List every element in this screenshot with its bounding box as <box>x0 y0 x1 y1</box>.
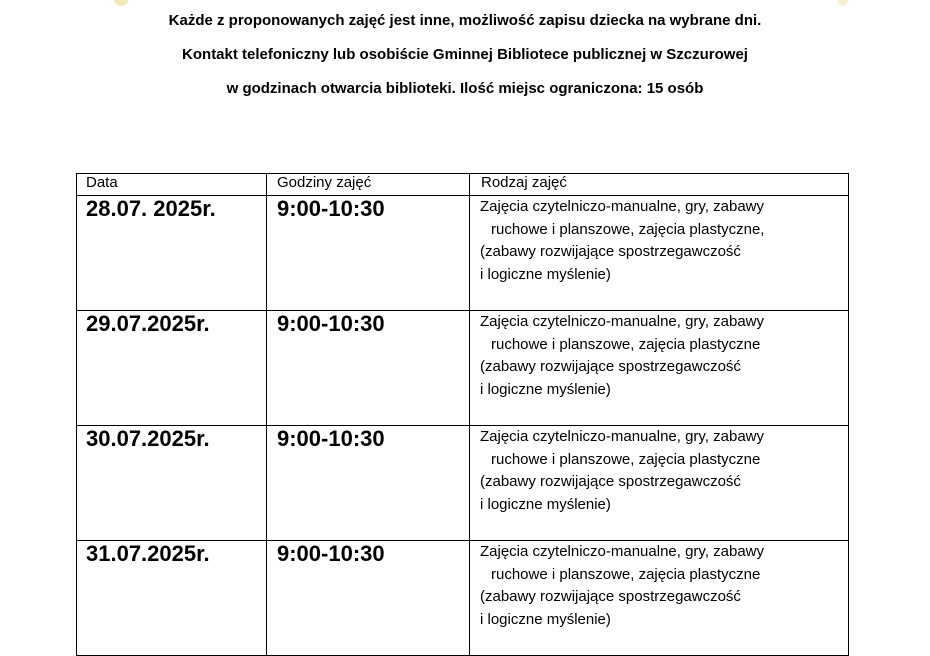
row-hours: 9:00-10:30 <box>267 196 470 311</box>
row-hours: 9:00-10:30 <box>267 541 470 656</box>
schedule-table <box>76 173 849 656</box>
description-line: (zabawy rozwijające spostrzegawczość <box>480 473 741 490</box>
table-row <box>77 426 849 541</box>
description-line: i logiczne myślenie) <box>480 380 611 398</box>
description-line: i logiczne myślenie) <box>480 610 611 628</box>
description-line: Zajęcia czytelniczo-manualne, gry, zabawy <box>480 428 765 445</box>
description-line: ruchowe i planszowe, zajęcia plastyczne <box>491 565 761 583</box>
table-row <box>77 311 849 426</box>
description-line: i logiczne myślenie) <box>480 495 611 513</box>
description-line: Zajęcia czytelniczo-manualne, gry, zabawy <box>480 198 765 215</box>
row-date: 29.07.2025r. <box>77 311 267 426</box>
decorative-mark-left <box>114 0 128 6</box>
row-hours: 9:00-10:30 <box>267 311 470 426</box>
decorative-mark-right <box>838 0 848 6</box>
description-line: (zabawy rozwijające spostrzegawczość <box>480 588 741 605</box>
row-date: 30.07.2025r. <box>77 426 267 541</box>
table-row <box>77 541 849 656</box>
description-line: Zajęcia czytelniczo-manualne, gry, zabawy <box>480 543 765 560</box>
description-line: ruchowe i planszowe, zajęcia plastyczne <box>491 335 761 353</box>
row-description <box>470 196 849 311</box>
column-header-hours: Godziny zajęć <box>267 174 470 196</box>
notice-line-2: Kontakt telefoniczny lub osobiście Gminnej Bibliotece publicznej w Szczurowej <box>182 46 748 63</box>
row-date: 31.07.2025r. <box>77 541 267 656</box>
row-description <box>470 541 849 656</box>
description-line: i logiczne myślenie) <box>480 265 611 283</box>
row-description <box>470 311 849 426</box>
row-date: 28.07. 2025r. <box>77 196 267 311</box>
row-description <box>470 426 849 541</box>
description-line: ruchowe i planszowe, zajęcia plastyczne, <box>491 220 765 238</box>
description-line: (zabawy rozwijające spostrzegawczość <box>480 358 741 375</box>
column-header-activity-type: Rodzaj zajęć <box>470 174 849 196</box>
notice-line-3: w godzinach otwarcia biblioteki. Ilość miejsc ograniczona: 15 osób <box>226 80 704 97</box>
column-header-date: Data <box>77 174 267 196</box>
description-line: (zabawy rozwijające spostrzegawczość <box>480 243 741 260</box>
table-header-row <box>77 174 849 196</box>
description-line: Zajęcia czytelniczo-manualne, gry, zabawy <box>480 313 765 330</box>
description-line: ruchowe i planszowe, zajęcia plastyczne <box>491 450 761 468</box>
notice-line-1: Każde z proponowanych zajęć jest inne, możliwość zapisu dziecka na wybrane dni. <box>168 12 762 29</box>
row-hours: 9:00-10:30 <box>267 426 470 541</box>
table-row <box>77 196 849 311</box>
